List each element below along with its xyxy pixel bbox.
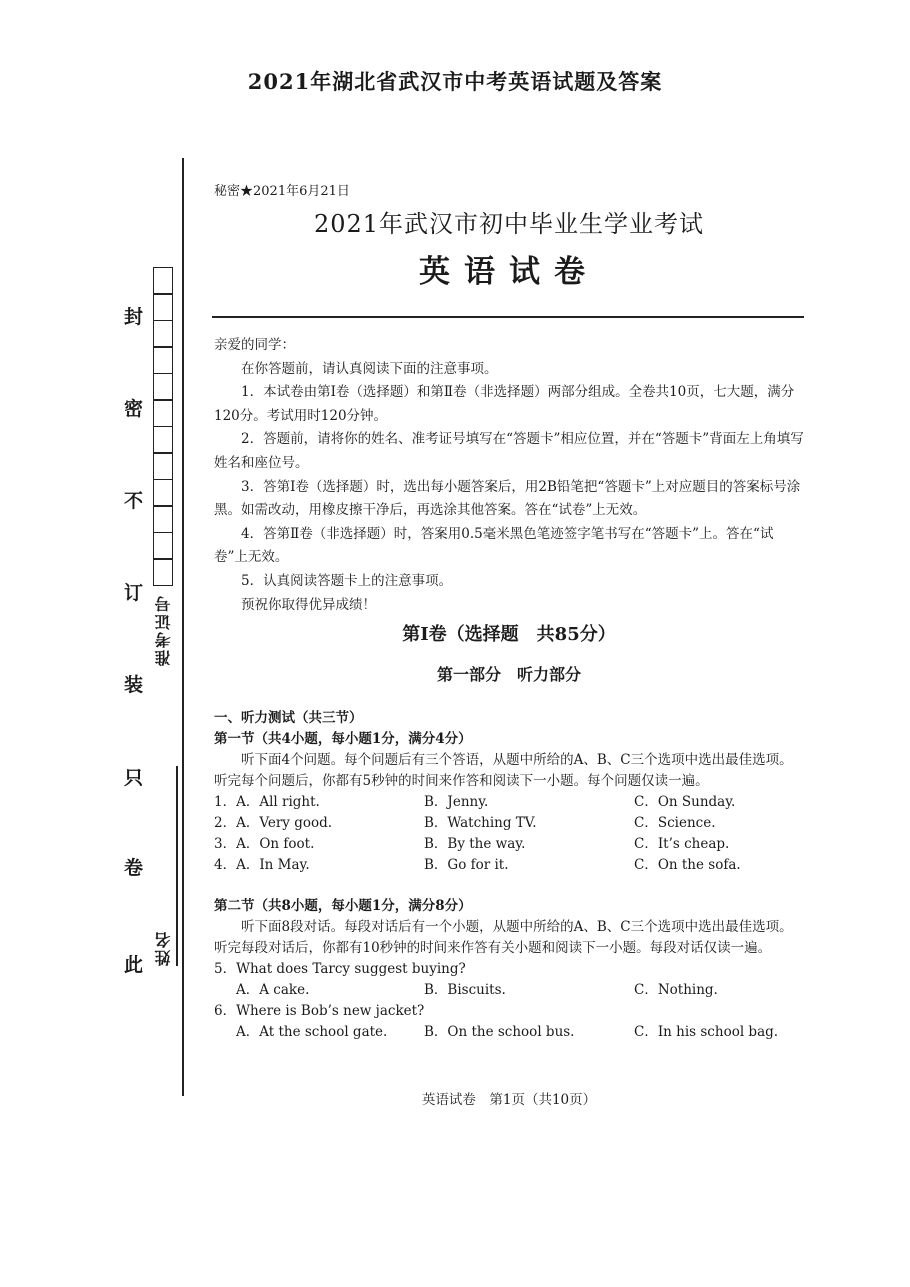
- digit-box: [153, 267, 173, 295]
- part-title: 第一部分 听力部分: [436, 665, 581, 684]
- notice-item: 5．认真阅读答题卡上的注意事项。: [241, 572, 453, 589]
- option-a: A．At the school gate.: [236, 1024, 388, 1040]
- notice-item: 1．本试卷由第Ⅰ卷（选择题）和第Ⅱ卷（非选择题）两部分组成。全卷共10页，七大题，满分120分。考试用时120分钟。: [214, 384, 795, 424]
- option-b: B．On the school bus.: [424, 1024, 575, 1040]
- notice-intro: 在你答题前，请认真阅读下面的注意事项。: [241, 360, 498, 377]
- option-c: C．It’s cheap.: [634, 836, 730, 852]
- option-b: B．Watching TV.: [424, 815, 537, 831]
- digit-box: [153, 532, 173, 560]
- seal-char-4: 装: [124, 674, 144, 696]
- seal-char-3: 只: [124, 767, 144, 789]
- question-stem: [214, 1001, 804, 1022]
- section-heading: 一、听力测试（共三节）: [214, 710, 363, 726]
- option-c: C．Science.: [634, 815, 716, 831]
- seal-char-6: 不: [124, 490, 144, 512]
- binding-line: [182, 158, 184, 1096]
- paper-title: 英语试卷: [419, 254, 599, 290]
- option-b: B．By the way.: [424, 836, 526, 852]
- option-c: C．Nothing.: [634, 982, 718, 998]
- name-label: 姓名: [154, 930, 173, 966]
- digit-box: [153, 558, 173, 586]
- name-line: [176, 766, 178, 966]
- notice-wish: 预祝你取得优异成绩！: [241, 596, 376, 613]
- question-row: [214, 980, 804, 1001]
- admission-number-label: 准考证号: [154, 594, 173, 666]
- option-b: B．Jenny.: [424, 794, 489, 810]
- digit-box: [153, 426, 173, 454]
- section-2: [214, 896, 804, 1043]
- notice-block: [214, 334, 804, 617]
- section-2-heading: 第二节（共8小题，每小题1分，满分8分）: [214, 898, 472, 914]
- notice-item: 4．答第Ⅱ卷（非选择题）时，答案用0.5毫米黑色笔迹签字笔书写在“答题卡”上。答在“试卷”上无效。: [214, 525, 774, 566]
- question-row: [214, 792, 804, 813]
- option-c: C．On Sunday.: [634, 794, 736, 810]
- question-stem: [214, 959, 804, 980]
- question-6-stem: 6．Where is Bob’s new jacket?: [214, 1003, 425, 1019]
- notice-item: 3．答第Ⅰ卷（选择题）时，选出每小题答案后，用2B铅笔把“答题卡”上对应题目的答案标号涂黑。如需改动，用橡皮擦干净后，再选涂其他答案。答在“试卷”上无效。: [214, 478, 801, 519]
- option-b: B．Biscuits.: [424, 982, 506, 998]
- digit-box: [153, 346, 173, 374]
- option-a: 2．A．Very good.: [214, 815, 333, 831]
- digit-box: [153, 505, 173, 533]
- digit-box: [153, 320, 173, 348]
- page-footer: 英语试卷 第1页（共10页）: [421, 1092, 597, 1108]
- secret-date: 秘密★2021年6月21日: [214, 184, 350, 199]
- digit-box: [153, 479, 173, 507]
- option-c: C．On the sofa.: [634, 857, 741, 873]
- seal-char-1: 此: [124, 954, 144, 976]
- question-row: [214, 813, 804, 834]
- digit-box: [153, 293, 173, 321]
- document-title: 2021年湖北省武汉市中考英语试题及答案: [247, 69, 663, 94]
- digit-box: [153, 399, 173, 427]
- question-row: [214, 834, 804, 855]
- digit-box: [153, 452, 173, 480]
- section-2-instructions: 听下面8段对话。每段对话后有一个小题，从题中所给的A、B、C三个选项中选出最佳选项。听完每段对话后，你都有10秒钟的时间来作答有关小题和阅读下一小题。每段对话仅读一遍。: [214, 919, 793, 956]
- digit-box: [153, 373, 173, 401]
- section-1: [214, 708, 804, 876]
- seal-char-5: 订: [124, 582, 144, 604]
- exam-title: 2021年武汉市初中毕业生学业考试: [313, 210, 705, 238]
- question-row: [214, 1022, 804, 1043]
- admission-number-boxes: [153, 268, 173, 586]
- seal-char-8: 封: [124, 306, 144, 328]
- option-a: 3．A．On foot.: [214, 836, 315, 852]
- notice-greeting: 亲爱的同学：: [214, 337, 295, 353]
- section-1-heading: 第一节（共4小题，每小题1分，满分4分）: [214, 731, 472, 747]
- question-5-stem: 5．What does Tarcy suggest buying?: [214, 961, 466, 977]
- option-a: A．A cake.: [236, 982, 310, 998]
- option-a: 1．A．All right.: [214, 794, 320, 810]
- header-rule: [212, 316, 804, 318]
- question-row: [214, 855, 804, 876]
- notice-item: 2．答题前，请将你的姓名、准考证号填写在“答题卡”相应位置，并在“答题卡”背面左上角填写姓名和座位号。: [214, 431, 804, 471]
- option-c: C．In his school bag.: [634, 1024, 779, 1040]
- volume-title: 第Ⅰ卷（选择题 共85分）: [402, 624, 616, 645]
- option-a: 4．A．In May.: [214, 857, 310, 873]
- section-1-instructions: 听下面4个问题。每个问题后有三个答语，从题中所给的A、B、C三个选项中选出最佳选项。听完每个问题后，你都有5秒钟的时间来作答和阅读下一小题。每个问题仅读一遍。: [214, 752, 793, 789]
- seal-char-7: 密: [124, 398, 144, 420]
- seal-char-2: 卷: [124, 857, 144, 879]
- option-b: B．Go for it.: [424, 857, 509, 873]
